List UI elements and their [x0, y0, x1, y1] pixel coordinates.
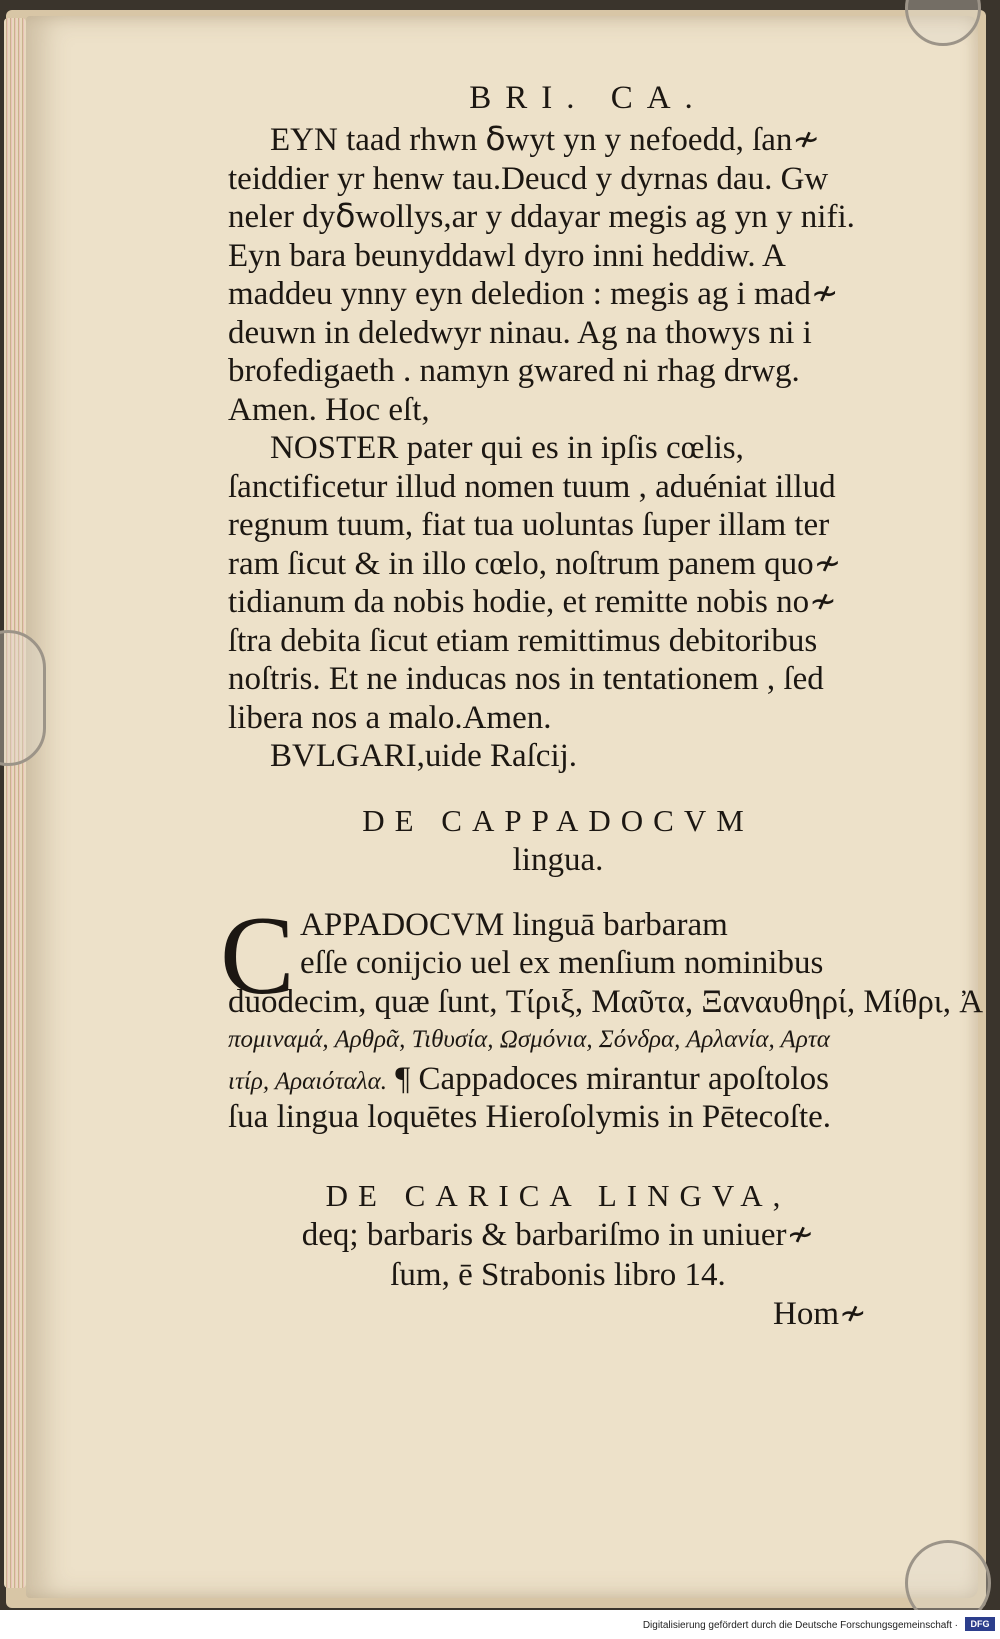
section-subheading: lingua. — [512, 841, 604, 878]
latin-line: ſtra debita ſicut etiam remittimus debitoribus — [228, 622, 818, 659]
spacer — [228, 880, 888, 906]
latin-lords-prayer — [228, 429, 888, 737]
greek-fragment: ιτίρ, Αραιόταλα. — [228, 1067, 387, 1095]
paragraph-line: eſſe conijcio uel ex menſium nominibus — [300, 945, 824, 981]
greek-line-mixed — [228, 1060, 888, 1099]
welsh-line: deuwn in deledwyr ninau. Ag na thowys ni i — [228, 314, 812, 351]
spacer — [228, 776, 888, 802]
latin-line: ram ſicut & in illo cœlo, noſtrum panem quo≁ — [228, 545, 842, 582]
section-heading-line: ſum, ē Strabonis libro 14. — [390, 1256, 726, 1293]
paragraph-line: ſua lingua loquētes Hieroſolymis in Pētecoſte. — [228, 1099, 832, 1135]
dfg-logo: DFG — [965, 1617, 995, 1631]
running-header: BRI. CA. — [469, 80, 707, 116]
paragraph-line: APPADOCVM linguā barbaram — [300, 906, 728, 943]
welsh-line: teiddier yr henw tau.Deucd y dyrnas dau. Gw — [228, 160, 829, 197]
welsh-lords-prayer — [228, 121, 888, 429]
latin-line: libera nos a malo.Amen. — [228, 699, 552, 736]
latin-line: noſtris. Et ne inducas nos in tentationem , ſed — [228, 661, 824, 697]
section-heading-cappadocum: DE CAPPADOCVM — [362, 802, 754, 838]
latin-line: ſanctificetur illud nomen tuum , aduéniat illud — [228, 468, 836, 505]
welsh-line: Amen. Hoc eſt, — [228, 391, 430, 428]
section-heading-carica: DE CARICA LINGVA, — [325, 1177, 791, 1213]
catchword-row — [228, 1295, 888, 1334]
cappadocum-paragraph — [220, 893, 984, 1137]
spacer — [228, 1137, 888, 1177]
welsh-line: neler dyẟwollys,ar y ddayar megis ag yn y nifi. — [228, 199, 855, 235]
paragraph-line: duodecim, quæ ſunt, Τίριξ, Μαῦτα, Ξαναυθηρί, Μίθρι, Ἀ — [228, 983, 984, 1020]
latin-line: tidianum da nobis hodie, et remitte nobis no≁ — [228, 584, 837, 620]
latin-line: NOSTER pater qui es in ipſis cœlis, — [270, 430, 744, 466]
greek-line: πομιναμά, Αρθρᾶ, Τιθυσία, Ωσμόνια, Σόνδρα, Αρλανία, Αρτα — [228, 1026, 830, 1053]
paragraph-fragment: ¶ Cappadoces mirantur apoſtolos — [395, 1060, 830, 1097]
section-heading-line: deq; barbaris & barbariſmo in uniuer≁ — [301, 1216, 815, 1253]
drop-capital: C — [220, 893, 295, 1018]
clasp-left-icon — [0, 630, 46, 766]
catchword: Hom≁ — [773, 1295, 867, 1332]
page-edges — [4, 18, 26, 1588]
welsh-line: EYN taad rhwn ẟwyt yn y nefoedd, ſan≁ — [270, 122, 821, 158]
latin-line: regnum tuum, fiat tua uoluntas ſuper illam ter — [228, 507, 830, 543]
welsh-line: brofedigaeth . namyn gwared ni rhag drwg. — [228, 353, 800, 389]
welsh-line: Eyn bara beunyddawl dyro inni heddiw. A — [228, 237, 786, 274]
text-block — [220, 75, 984, 1333]
footer-credit: Digitalisierung gefördert durch die Deutsche Forschungsgemeinschaft · — [642, 1620, 958, 1631]
bulgari-cross-reference: BVLGARI,uide Raſcij. — [270, 738, 578, 774]
welsh-line: maddeu ynny eyn deledion : megis ag i mad≁ — [228, 276, 839, 312]
